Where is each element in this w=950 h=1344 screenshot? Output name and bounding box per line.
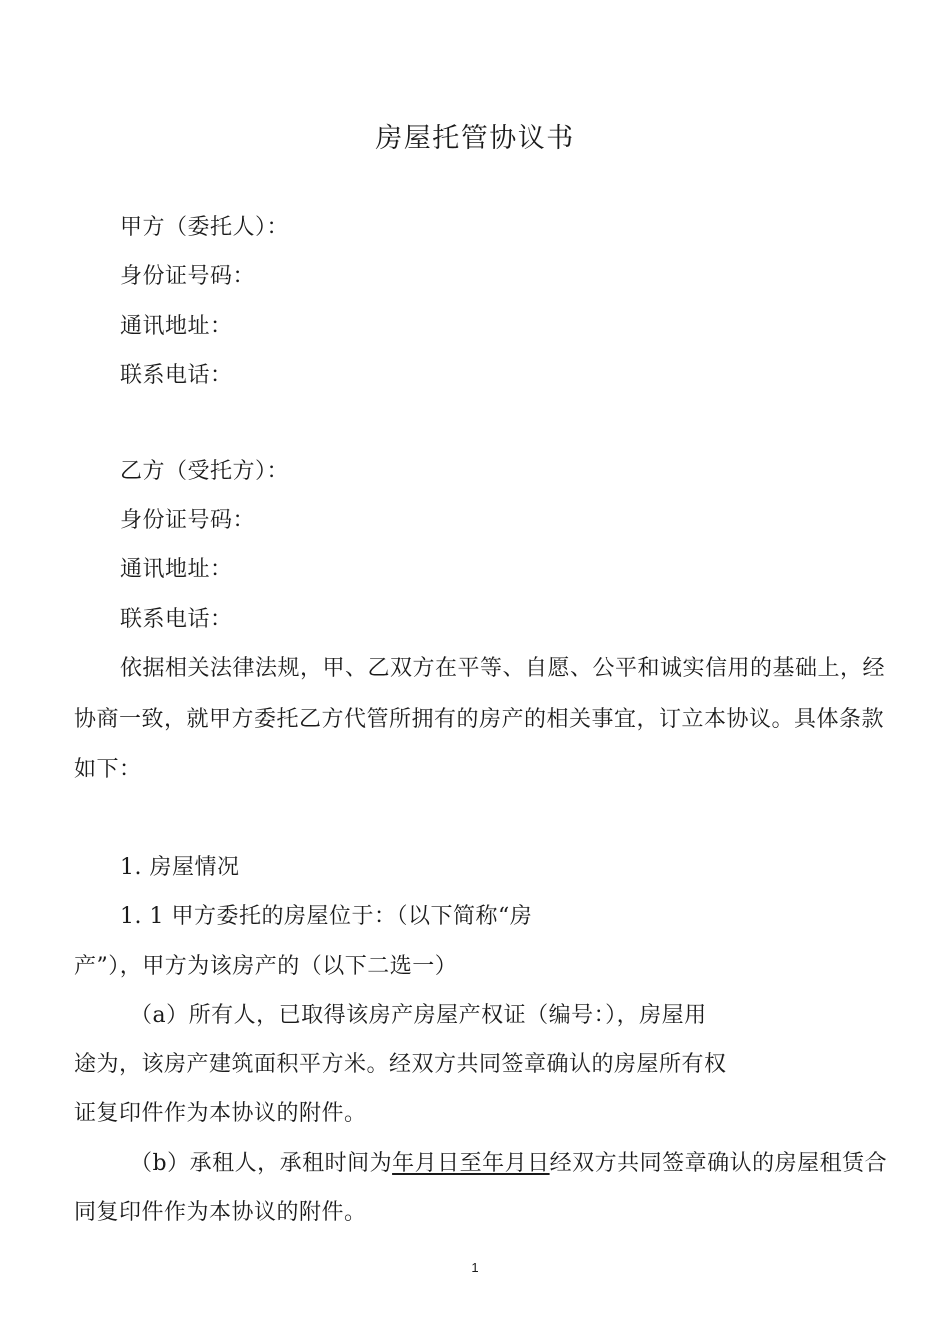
clause-1-1-line-1: 1. 1 甲方委托的房屋位于：（以下简称“房 (120, 904, 533, 929)
option-b-suffix: 经双方共同签章确认的房屋租赁合 (549, 1151, 888, 1176)
option-a-line-1: （a）所有人，已取得该房产房屋产权证（编号：），房屋用 (130, 1003, 707, 1028)
page-number: 1 (471, 1260, 479, 1275)
rental-period-blank: 年月日至年月日 (392, 1151, 550, 1176)
party-b-phone-label: 联系电话： (120, 607, 233, 632)
option-b-line-2: 同复印件作为本协议的附件。 (74, 1200, 367, 1225)
party-b-address-label: 通讯地址： (120, 557, 233, 582)
option-b-prefix: （b）承租人，承租时间为 (130, 1151, 393, 1176)
party-a-address-label: 通讯地址： (120, 314, 233, 339)
preamble-line-3: 如下： (74, 757, 142, 782)
party-a-phone-label: 联系电话： (120, 363, 233, 388)
option-a-line-2: 途为，该房产建筑面积平方米。经双方共同签章确认的房屋所有权 (74, 1052, 727, 1077)
party-b-id-label: 身份证号码： (120, 508, 256, 533)
option-b-line-1 (130, 1150, 887, 1178)
section-1-heading: 1. 房屋情况 (120, 855, 240, 880)
preamble-line-1: 依据相关法律法规，甲、乙双方在平等、自愿、公平和诚实信用的基础上，经 (120, 656, 886, 681)
party-a-label: 甲方（委托人）： (120, 215, 290, 240)
preamble-line-2: 协商一致，就甲方委托乙方代管所拥有的房产的相关事宜，订立本协议。具体条款 (74, 707, 885, 732)
clause-1-1-line-2: 产”），甲方为该房产的（以下二选一） (74, 954, 458, 979)
party-a-id-label: 身份证号码： (120, 264, 256, 289)
document-title: 房屋托管协议书 (375, 123, 575, 154)
party-b-label: 乙方（受托方）： (120, 459, 290, 484)
option-a-line-3: 证复印件作为本协议的附件。 (74, 1101, 367, 1126)
